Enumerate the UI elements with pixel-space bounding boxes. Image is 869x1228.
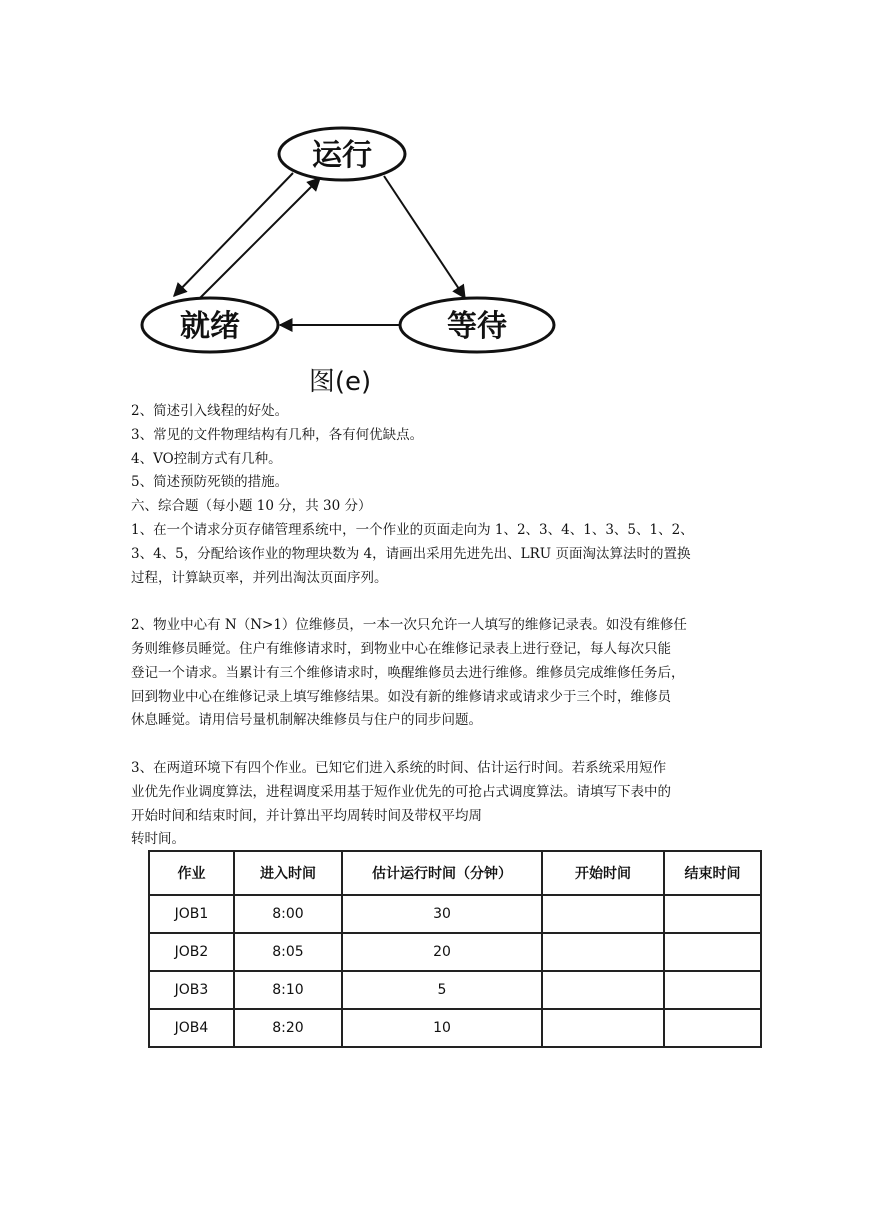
question-4: 4、VO控制方式有几种。	[131, 450, 282, 467]
cell-runtime: 30	[342, 895, 542, 933]
node-waiting-label: 等待	[447, 309, 507, 344]
question-5: 5、简述预防死锁的措施。	[131, 474, 289, 491]
problem-3-line: 转时间。	[131, 831, 185, 848]
arrow-running-to-waiting	[384, 176, 465, 298]
cell-runtime: 20	[342, 933, 542, 971]
problem-1-line: 过程，计算缺页率，并列出淘汰页面序列。	[131, 569, 388, 586]
table-row	[149, 971, 761, 1009]
cell-runtime: 10	[342, 1009, 542, 1047]
cell-start	[542, 895, 664, 933]
table-row	[149, 895, 761, 933]
cell-runtime: 5	[342, 971, 542, 1009]
cell-start	[542, 1009, 664, 1047]
table-row	[149, 933, 761, 971]
problem-3-line: 3、在两道环境下有四个作业。已知它们进入系统的时间、估计运行时间。若系统采用短作	[131, 759, 667, 776]
section-6-heading: 六、综合题（每小题 10 分，共 30 分）	[131, 498, 372, 515]
node-running-label: 运行	[312, 138, 372, 173]
problem-3-line: 开始时间和结束时间，并计算出平均周转时间及带权平均周	[131, 807, 482, 824]
cell-end	[664, 933, 761, 971]
problem-2-line: 回到物业中心在维修记录上填写维修结果。如没有新的维修请求或请求少于三个时，维修员	[131, 688, 671, 705]
problem-2-line: 务则维修员睡觉。住户有维修请求时，到物业中心在维修记录表上进行登记，每人每次只能	[131, 640, 671, 657]
cell-job: JOB4	[149, 1009, 234, 1047]
cell-arrival: 8:10	[234, 971, 342, 1009]
question-2: 2、简述引入线程的好处。	[131, 403, 289, 419]
problem-1-line: 1、在一个请求分页存储管理系统中，一个作业的页面走向为 1、2、3、4、1、3、5、1、2、	[131, 521, 694, 538]
arrow-ready-to-running	[200, 178, 320, 298]
cell-arrival: 8:00	[234, 895, 342, 933]
question-3: 3、常见的文件物理结构有几种，各有何优缺点。	[131, 426, 424, 443]
node-waiting	[400, 298, 554, 352]
problem-2-line: 2、物业中心有 N（N>1）位维修员，一本一次只允许一人填写的维修记录表。如没有维修任	[131, 617, 687, 634]
diagram-caption: 图(e)	[308, 367, 372, 397]
cell-end	[664, 895, 761, 933]
table-header-row	[149, 851, 761, 895]
cell-job: JOB2	[149, 933, 234, 971]
header-arrival-time: 进入时间	[234, 851, 342, 895]
cell-end	[664, 1009, 761, 1047]
node-ready-label: 就绪	[180, 309, 240, 344]
table-row	[149, 1009, 761, 1047]
job-table	[148, 850, 762, 1048]
node-ready	[142, 298, 278, 352]
header-job: 作业	[149, 851, 234, 895]
node-running	[279, 128, 405, 180]
cell-end	[664, 971, 761, 1009]
problem-2-line: 登记一个请求。当累计有三个维修请求时，唤醒维修员去进行维修。维修员完成维修任务后，	[131, 664, 685, 681]
header-start-time: 开始时间	[542, 851, 664, 895]
arrow-running-to-ready	[174, 173, 293, 296]
cell-arrival: 8:20	[234, 1009, 342, 1047]
state-diagram	[130, 118, 570, 403]
question-text	[131, 400, 756, 852]
problem-1-line: 3、4、5，分配给该作业的物理块数为 4，请画出采用先进先出、LRU 页面淘汰算法时的置换	[131, 545, 691, 562]
cell-start	[542, 933, 664, 971]
cell-job: JOB1	[149, 895, 234, 933]
cell-arrival: 8:05	[234, 933, 342, 971]
cell-job: JOB3	[149, 971, 234, 1009]
cell-start	[542, 971, 664, 1009]
problem-2-line: 休息睡觉。请用信号量机制解决维修员与住户的同步问题。	[131, 712, 482, 729]
problem-3-line: 业优先作业调度算法，进程调度采用基于短作业优先的可抢占式调度算法。请填写下表中的	[131, 783, 671, 800]
header-end-time: 结束时间	[664, 851, 761, 895]
header-estimated-runtime: 估计运行时间（分钟）	[342, 851, 542, 895]
